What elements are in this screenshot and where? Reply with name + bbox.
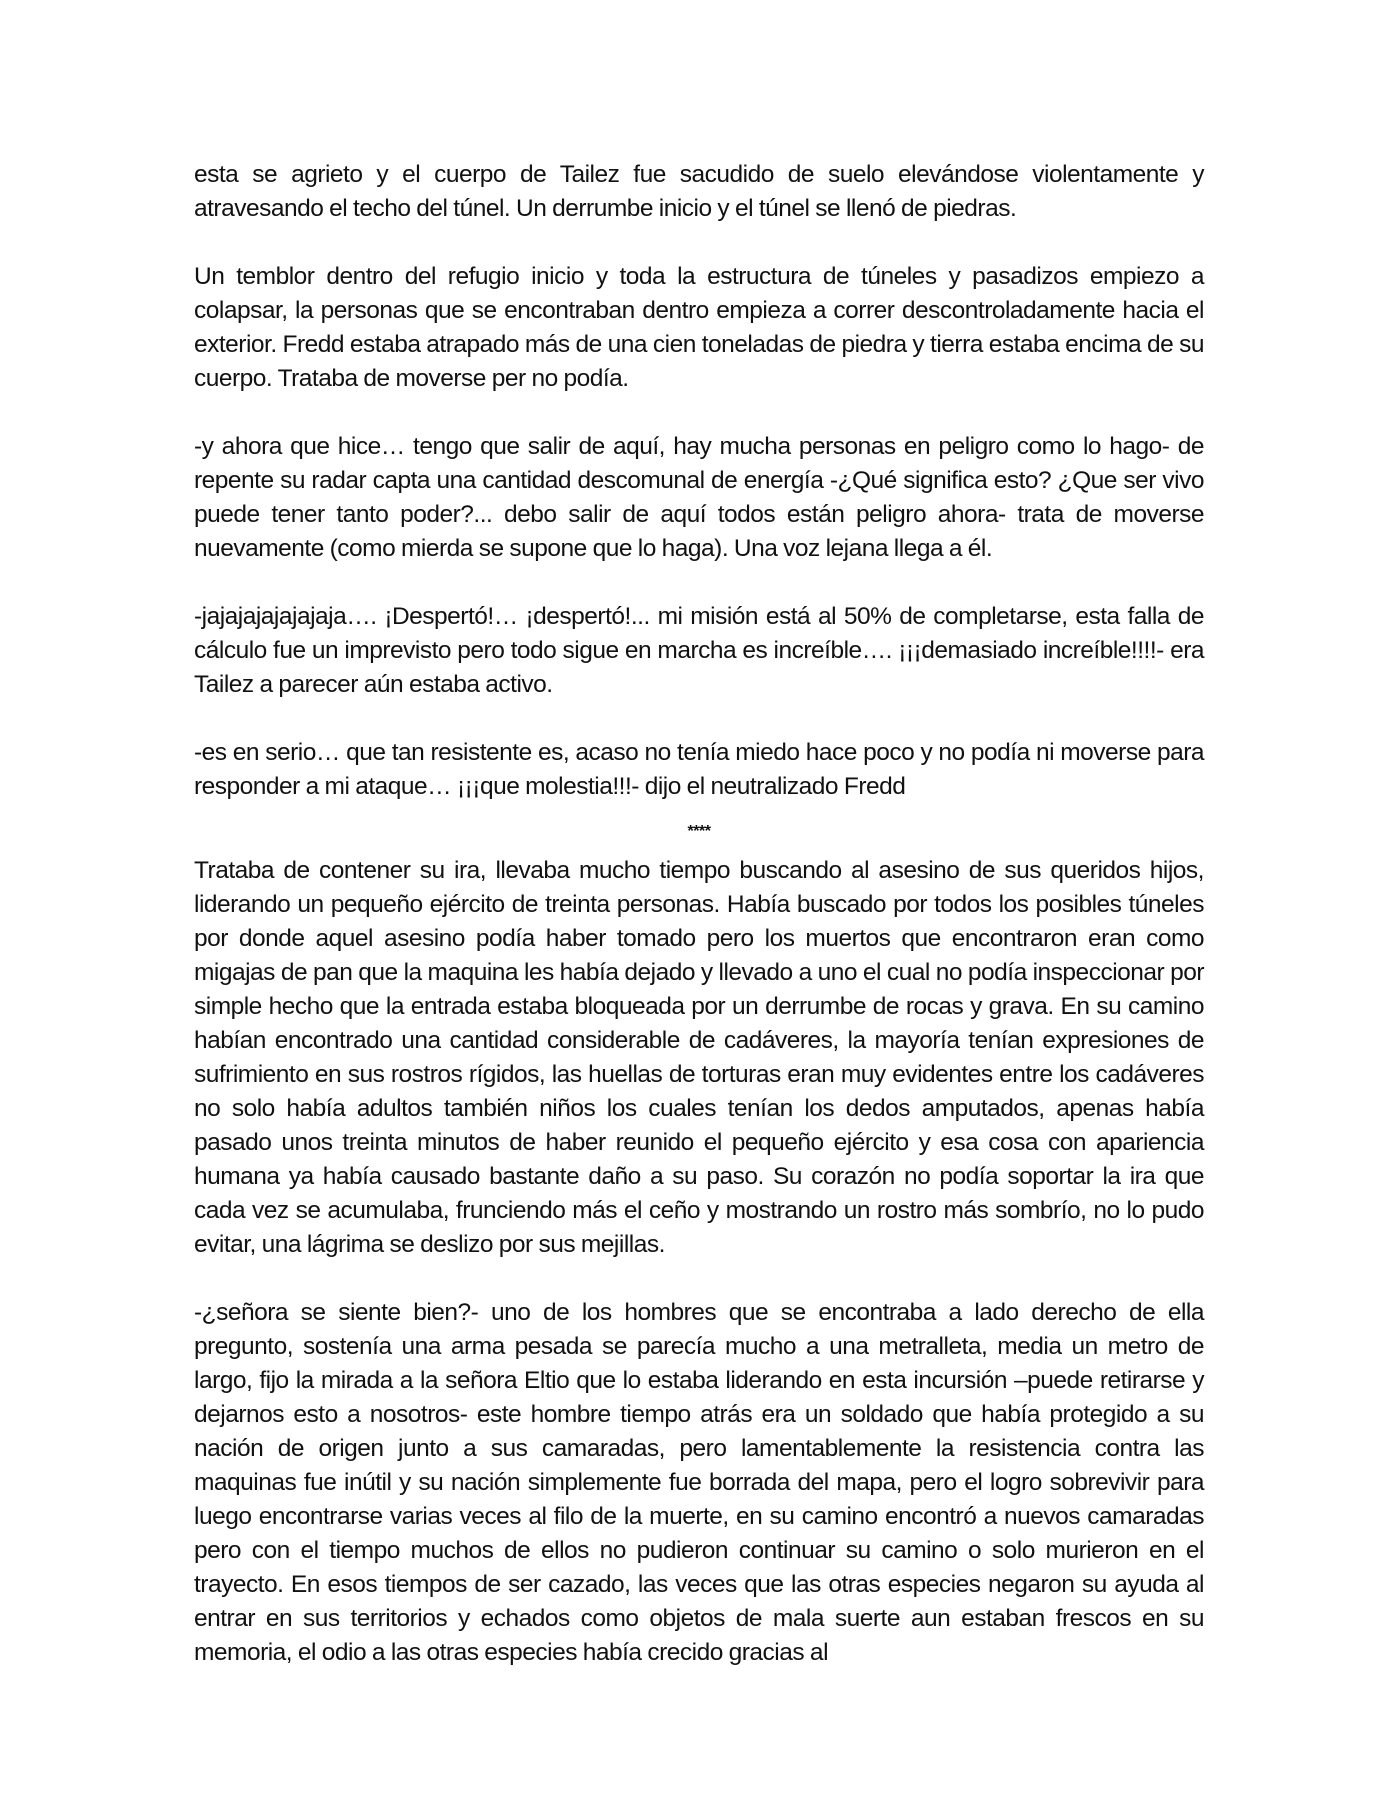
section-separator: ****: [687, 823, 711, 840]
paragraph-6: Trataba de contener su ira, llevaba mucho tiempo buscando al asesino de sus queridos hijos, liderando un pequeño ejército de treinta personas. Había buscado por todos los posibles túneles por donde aquel asesino podía haber tomado pero los muertos que encontraron eran como migajas de pan que la maquina les había dejado y llevado a uno el cual no podía inspeccionar por simple hecho que la entrada estaba bloqueada por un derrumbe de rocas y grava. En su camino habían encontrado una cantidad considerable de cadáveres, la mayoría tenían expresiones de sufrimiento en sus rostros rígidos, las huellas de torturas eran muy evidentes entre los cadáveres no solo había adultos también niños los cuales tenían los dedos amputados, apenas había pasado unos treinta minutos de haber reunido el pequeño ejército y esa cosa con apariencia humana ya había causado bastante daño a su paso. Su corazón no podía soportar la ira que cada vez se acumulaba, frunciendo más el ceño y mostrando un rostro más sombrío, no lo pudo evitar, una lágrima se deslizo por sus mejillas.: [194, 857, 1204, 1258]
paragraph-7: -¿señora se siente bien?- uno de los hombres que se encontraba a lado derecho de ella pregunto, sostenía una arma pesada se parecía mucho a una metralleta, media un metro de largo, fijo la mirada a la señora Eltio que lo estaba liderando en esta incursión –puede retirarse y dejarnos esto a nosotros- este hombre tiempo atrás era un soldado que había protegido a su nación de origen junto a sus camaradas, pero lamentablemente la resistencia contra las maquinas fue inútil y su nación simplemente fue borrada del mapa, pero el logro sobrevivir para luego encontrarse varias veces al filo de la muerte, en su camino encontró a nuevos camaradas pero con el tiempo muchos de ellos no pudieron continuar su camino o solo murieron en el trayecto. En esos tiempos de ser cazado, las veces que las otras especies negaron su ayuda al entrar en sus territorios y echados como objetos de mala suerte aun estaban frescos en su memoria, el odio a las otras especies había crecido gracias al: [194, 1299, 1204, 1666]
paragraph-1: esta se agrieto y el cuerpo de Tailez fue sacudido de suelo elevándose violentamente y atravesando el techo del túnel. Un derrumbe inicio y el túnel se llenó de piedras.: [194, 161, 1204, 222]
paragraph-2: Un temblor dentro del refugio inicio y toda la estructura de túneles y pasadizos empiezo a colapsar, la personas que se encontraban dentro empieza a correr descontroladamente hacia el exterior. Fredd estaba atrapado más de una cien toneladas de piedra y tierra estaba encima de su cuerpo. Trataba de moverse per no podía.: [194, 263, 1204, 392]
document-body: [194, 158, 1204, 1670]
paragraph-5: -es en serio… que tan resistente es, acaso no tenía miedo hace poco y no podía ni moverse para responder a mi ataque… ¡¡¡que molestia!!!- dijo el neutralizado Fredd: [194, 739, 1204, 800]
paragraph-3: -y ahora que hice… tengo que salir de aquí, hay mucha personas en peligro como lo hago- de repente su radar capta una cantidad descomunal de energía -¿Qué significa esto? ¿Que ser vivo puede tener tanto poder?... debo salir de aquí todos están peligro ahora- trata de moverse nuevamente (como mierda se supone que lo haga). Una voz lejana llega a él.: [194, 433, 1204, 562]
paragraph-4: -jajajajajajajaja…. ¡Despertó!… ¡despertó!... mi misión está al 50% de completarse, esta falla de cálculo fue un imprevisto pero todo sigue en marcha es increíble…. ¡¡¡demasiado increíble!!!!- era Tailez a parecer aún estaba activo.: [194, 603, 1204, 698]
